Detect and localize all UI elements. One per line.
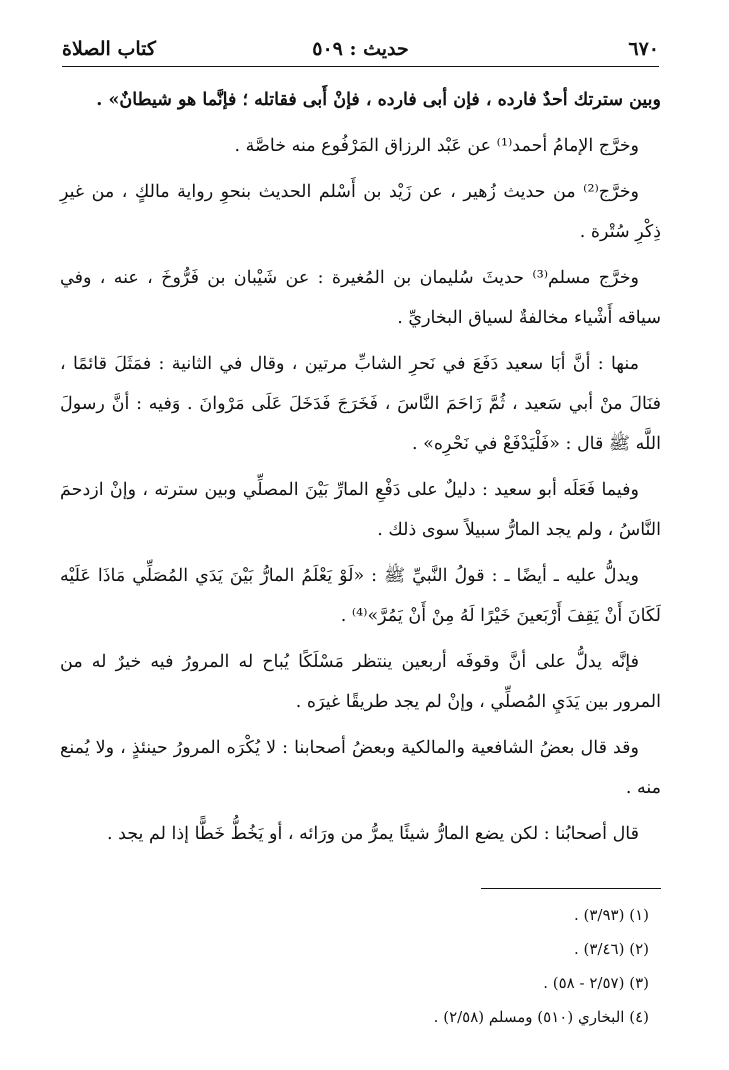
paragraph-opinions: وقد قال بعضُ الشافعية والمالكية وبعضُ أصحابنا : لا يُكْرَه المرورُ حينئذٍ ، ولا يُمنع منه .	[60, 738, 661, 798]
book-title: كتاب الصلاة	[62, 38, 156, 60]
footnote-3: (٣) (٢/٥٧ - ٥٨) .	[543, 974, 649, 992]
footnote-1: (١) (٣/٩٣) .	[573, 906, 649, 924]
paragraph-differences: منها : أنَّ أبَا سعيد دَفَعَ في نَحرِ الشابِّ مرتين ، وقال في الثانية : فمَثَلَ قائمًا ، فنَالَ منْ أبي سَعيد ، ثُمَّ زَاحَمَ النَّاسَ ، فَخَرَجَ فَدَخَلَ عَلَى مَرْوانَ . وَفيه : أنَّ رسولَ اللَّه ﷺ قال : «فَلْيَدْفَعْ في نَحْرِه» .	[60, 354, 661, 454]
paragraph-waiting: فإنَّه يدلُّ على أنَّ وقوفَه أربعين ينتظر مَسْلَكًا يُباح له المرورُ فيه خيرٌ له من المرور بين يَدَيِ المُصلِّي ، وإنْ لم يجد طريقًا غيرَه .	[60, 652, 661, 712]
paragraph-ahmad: وخرَّج الإمامُ أحمد⁽¹⁾ عن عَبْد الرزاق المَرْفُوع منه خاصَّة .	[234, 136, 639, 156]
footnotes	[60, 898, 649, 1034]
main-text	[60, 80, 661, 860]
page-number: ٦٧٠	[628, 38, 659, 60]
paragraph-zuhair: وخرَّج⁽²⁾ من حديث زُهير ، عن زَيْد بن أَسْلم الحديث بنحوِ رواية مالكٍ ، من غيرِ ذِكْرِ سُتْرة .	[60, 182, 661, 242]
paragraph-companions: قال أصحابُنا : لكن يضع المارُّ شيئًا يمرُّ من ورَائه ، أو يَخُطُّ خَطًّا إذا لم يجد .	[106, 824, 639, 844]
footnote-divider	[481, 888, 661, 889]
footnote-2: (٢) (٣/٤٦) .	[573, 940, 649, 958]
paragraph-evidence: ويدلُّ عليه ـ أيضًا ـ : قولُ النَّبيِّ ﷺ : «لَوْ يَعْلَمُ المارُّ بَيْنَ يَدَي المُصَلِّي مَاذَا عَلَيْه لَكَانَ أَنْ يَقِفَ أَرْبَعينَ خَيْرًا لَهُ مِنْ أَنْ يَمُرَّ»⁽⁴⁾ .	[60, 566, 661, 626]
paragraph-muslim: وخرَّج مسلم⁽³⁾ حديثَ سُليمان بن المُغيرة : عن شَيْبان بن فَرُّوخَ ، عنه ، وفي سياقه أَشْياء مخالفةٌ لسياق البخاريِّ .	[60, 268, 661, 328]
hadith-reference: حديث : ٥٠٩	[312, 38, 409, 60]
paragraph-abu-said: وفيما فَعَلَه أبو سعيد : دليلٌ على دَفْعِ المارِّ بَيْنَ المصلِّي وبين سترته ، وإنْ ازدحمَ النَّاسُ ، ولم يجد المارُّ سبيلاً سوى ذلك .	[60, 480, 661, 540]
paragraph-hadith-end: وبين سترتك أحدٌ فارده ، فإن أبى فارده ، فإنْ أَبى فقاتله ؛ فإنَّما هو شيطانٌ» .	[96, 90, 661, 110]
footnote-4: (٤) البخاري (٥١٠) ومسلم (٢/٥٨) .	[433, 1008, 649, 1026]
running-header	[62, 30, 659, 67]
